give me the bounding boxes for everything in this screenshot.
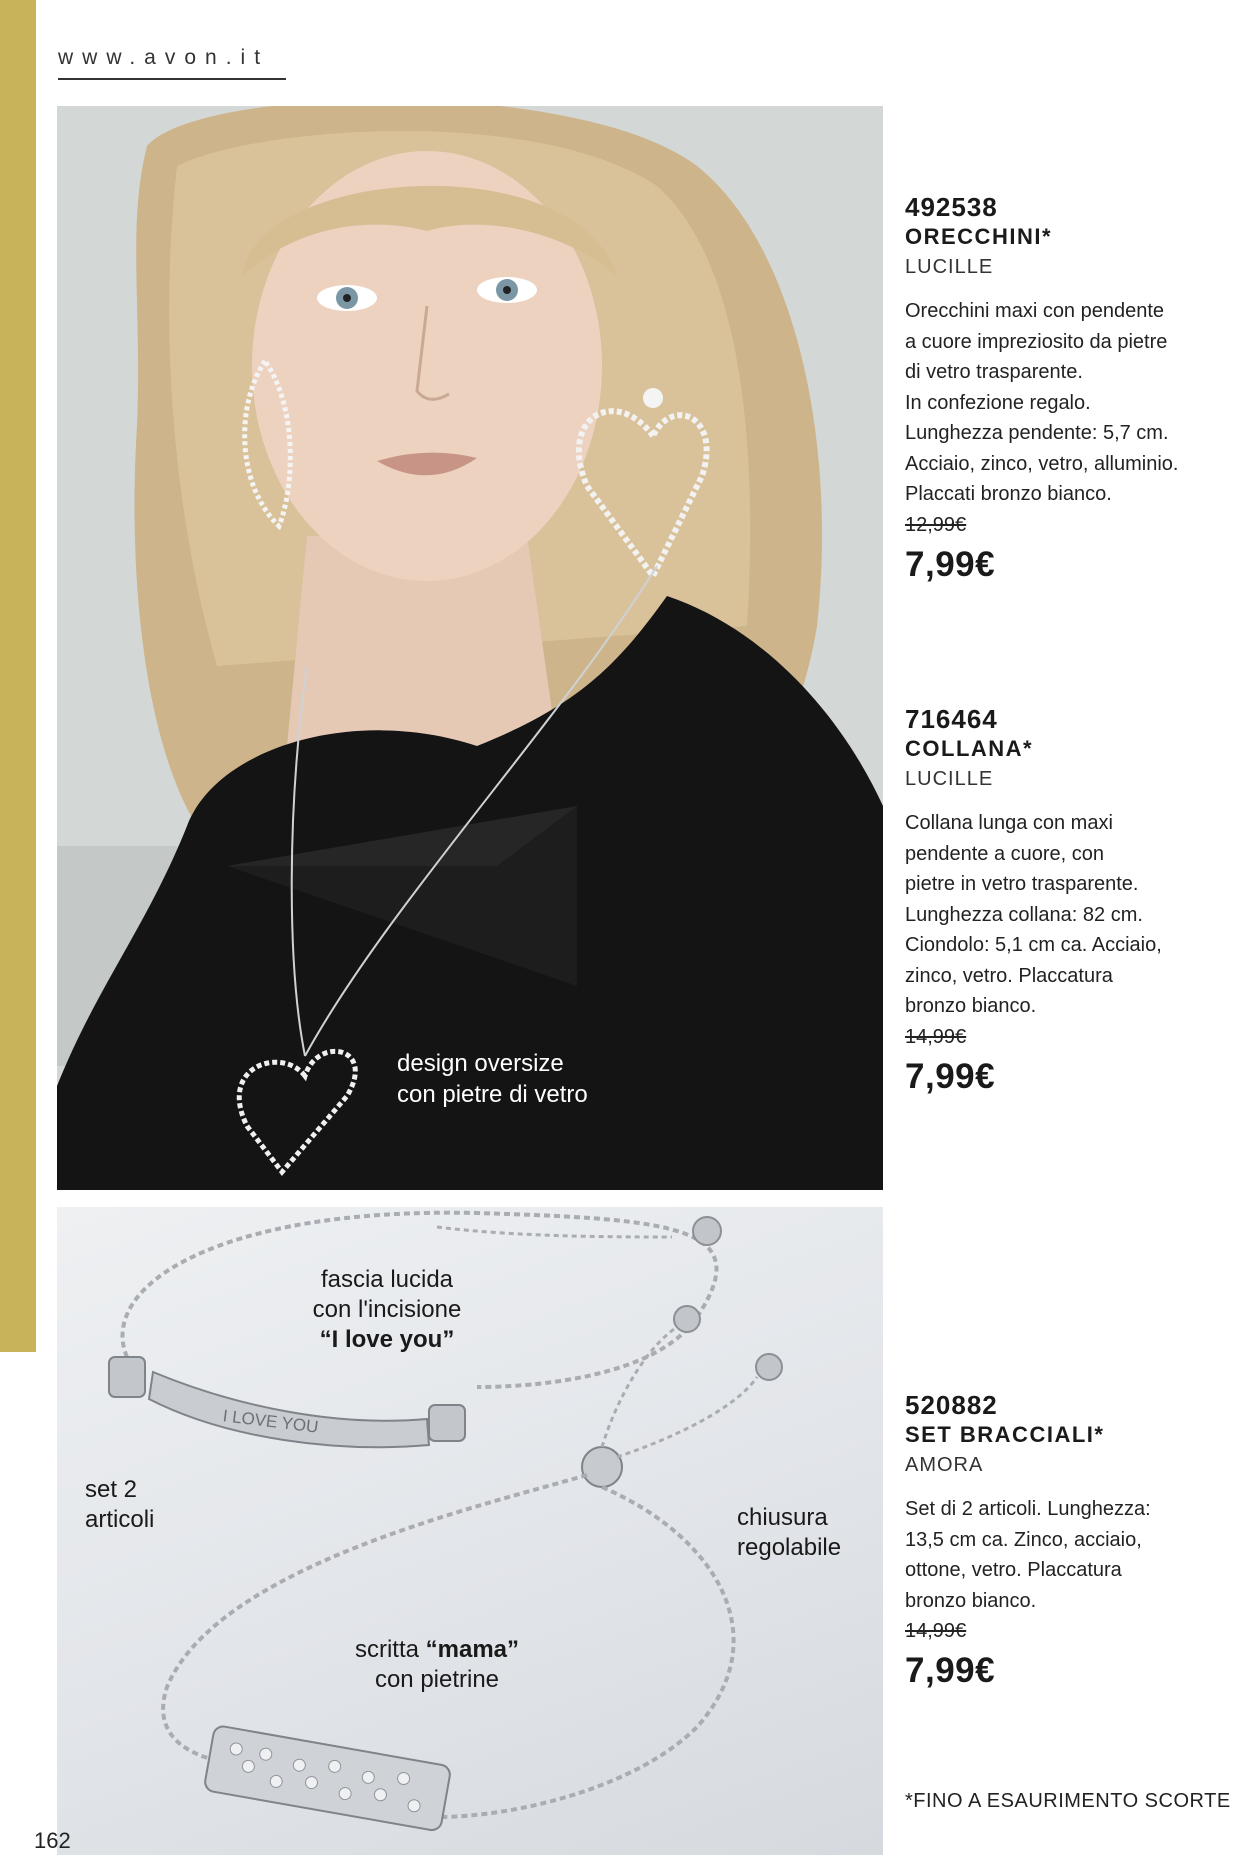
description-line: bronzo bianco. (905, 995, 1037, 1017)
description-line: Orecchini maxi con pendente (905, 300, 1165, 322)
description-line: In confezione regalo. (905, 391, 1091, 414)
photo-caption-line1: design oversize (397, 1050, 564, 1077)
site-url[interactable]: www.avon.it (58, 46, 270, 69)
product-description (905, 1494, 1245, 1616)
mama-caption-prefix: scritta (354, 1636, 426, 1663)
clasp-caption-line1: chiusura (737, 1504, 828, 1531)
product-code: 492538 (905, 192, 998, 222)
description-line: bronzo bianco. (905, 1589, 1037, 1612)
description-line: Ciondolo: 5,1 cm ca. Acciaio, (905, 934, 1162, 956)
mama-caption-word: “mama” (425, 1636, 520, 1663)
description-line: Lunghezza collana: 82 cm. (905, 903, 1143, 926)
description-line: ottone, vetro. Placcatura (905, 1559, 1122, 1581)
product-name: ORECCHINI* (905, 224, 1053, 249)
bracelets-photo (57, 1207, 883, 1855)
band-caption-line2: con l'incisione (312, 1296, 462, 1323)
description-line: Placcati bronzo bianco. (905, 483, 1112, 505)
model-photo (57, 106, 883, 1190)
old-price: 14,99€ (905, 1025, 967, 1048)
price: 7,99€ (905, 1651, 996, 1690)
set-caption-line1: set 2 (85, 1476, 138, 1503)
product-description (905, 296, 1245, 510)
description-line: Acciaio, zinco, vetro, alluminio. (905, 452, 1179, 475)
description-line: Lunghezza pendente: 5,7 cm. (905, 422, 1169, 444)
description-line: a cuore impreziosito da pietre (905, 330, 1168, 353)
product-brand: LUCILLE (905, 768, 994, 790)
product-brand: AMORA (905, 1454, 984, 1476)
product-earrings (905, 192, 1245, 590)
description-line: zinco, vetro. Placcatura (905, 964, 1113, 987)
band-caption-line3: “I love you” (319, 1326, 455, 1353)
old-price: 14,99€ (905, 1620, 967, 1642)
photo-caption-line2: con pietre di vetro (397, 1081, 588, 1108)
old-price: 12,99€ (905, 513, 967, 536)
product-code: 716464 (905, 704, 998, 734)
product-brand: LUCILLE (905, 256, 994, 278)
description-line: pietre in vetro trasparente. (905, 873, 1139, 895)
description-line: 13,5 cm ca. Zinco, acciaio, (905, 1528, 1142, 1551)
set-caption-line2: articoli (85, 1506, 155, 1533)
product-necklace (905, 704, 1245, 1102)
model-illustration (57, 106, 883, 1190)
gold-edge-bar (0, 0, 36, 1352)
page-number: 162 (34, 1828, 71, 1853)
price: 7,99€ (905, 544, 996, 584)
price: 7,99€ (905, 1056, 996, 1096)
description-line: di vetro trasparente. (905, 361, 1083, 383)
description-line: Collana lunga con maxi (905, 812, 1113, 834)
description-line: Set di 2 articoli. Lunghezza: (905, 1498, 1151, 1520)
engraving-text: I LOVE YOU (221, 1406, 320, 1437)
clasp-caption-line2: regolabile (737, 1534, 842, 1561)
product-name: COLLANA* (905, 736, 1034, 761)
stock-footnote: *FINO A ESAURIMENTO SCORTE (905, 1790, 1231, 1812)
band-caption-line1: fascia lucida (320, 1266, 454, 1293)
site-url-underline (58, 78, 286, 80)
product-code: 520882 (905, 1390, 998, 1420)
mama-caption-line2: con pietrine (374, 1666, 500, 1693)
product-bracelet-set (905, 1390, 1245, 1696)
description-line: pendente a cuore, con (905, 842, 1105, 865)
product-description (905, 808, 1245, 1022)
product-name: SET BRACCIALI* (905, 1422, 1105, 1447)
